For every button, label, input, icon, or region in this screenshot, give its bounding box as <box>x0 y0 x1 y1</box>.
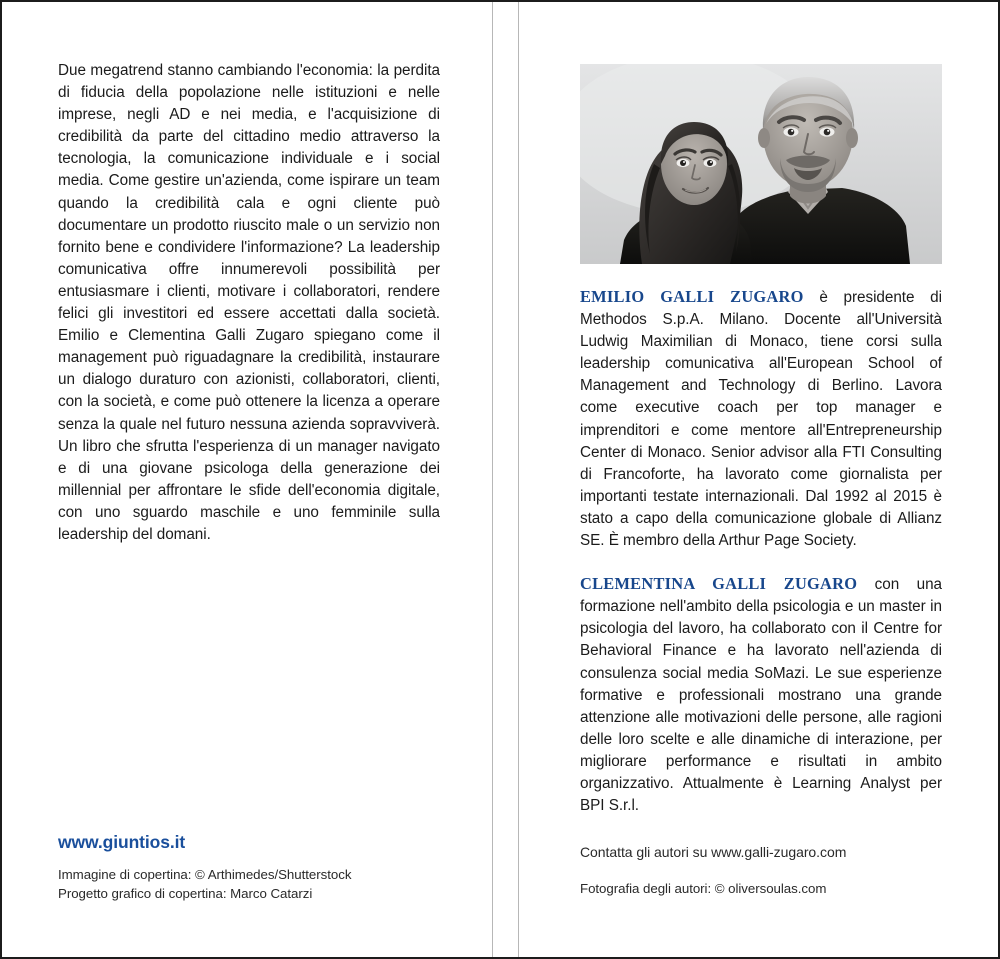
authors-photograph <box>580 64 942 264</box>
publisher-website-url[interactable]: www.giuntios.it <box>58 832 186 852</box>
bio-clementina <box>580 573 942 817</box>
authors-photo-illustration <box>580 64 942 264</box>
left-flap-column <box>58 60 440 546</box>
book-blurb-text: Due megatrend stanno cambiando l'economia: la perdita di fiducia della popolazione nelle istituzioni e nelle imprese, negli AD e nei media, e l'acquisizione di credibilità da parte del cittadino medio attraverso la tecnologia, la comunicazione individuale e i social media. Come gestire un'azienda, come ispirare un team quando la credibilità cala e ogni cliente può documentare un prodotto riuscito male o un servizio non fornito bene e condividere l'informazione? La leadership comunicativa offre innumerevoli possibilità per entusiasmare i clienti, motivare i collaboratori, rendere felici gli investitori ed essere accettati dalla società. Emilio e Clementina Galli Zugaro spiegano come il management può riguadagnare la credibilità, instaurare un dialogo duraturo con azionisti, collaboratori, clienti, con la società, e come può ottenere la licenza a operare senza la quale nel futuro nessuna azienda sopravviverà. Un libro che sfrutta l'esperienza di un manager navigato e di una giovane psicologa della generazione dei millennial per affrontare le sfide dell'economia digitale, con uno sguardo maschile e uno femminile sulla leadership del domani. <box>58 62 440 543</box>
bio-emilio <box>580 286 942 552</box>
right-flap-column <box>580 286 942 862</box>
authors-contact-line[interactable]: Contatta gli autori su www.galli-zugaro.com <box>580 844 847 861</box>
cover-image-credit: Immagine di copertina: © Arthimedes/Shutterstock <box>58 867 352 882</box>
bio-emilio-name: EMILIO GALLI ZUGARO <box>580 287 804 306</box>
bio-clementina-name: CLEMENTINA GALLI ZUGARO <box>580 574 858 594</box>
photograph-credit: Fotografia degli autori: © oliversoulas.com <box>580 881 827 896</box>
bio-emilio-text: è presidente di Methodos S.p.A. Milano. Docente all'Università Ludwig Maximilian di Monaco, tiene corsi sulla leadership comunicativa all'European School of Management and Technology di Berlino. Lavora come executive coach per top manager e imprenditori e come mentore all'Entrepreneurship Center di Monaco. Senior advisor alla FTI Consulting di Francoforte, ha lavorato come giornalista per importanti testate internazionali. Dal 1992 al 2015 è stato a capo della comunicazione globale di Allianz SE. È membro della Arthur Page Society. <box>580 289 942 550</box>
fold-line-left <box>492 2 493 957</box>
cover-credits <box>58 866 351 903</box>
bio-clementina-text: con una formazione nell'ambito della psicologia e un master in psicologia del lavoro, ha collaborato con il Centre for Behavioral Finance e ha lavorato nell'azienda di consulenza social media SoMazi. Le sue esperienze formative e professionali mostrano una grande attenzione alle motivazioni delle persone, alle ragioni delle loro scelte e alle dinamiche di interazione, per migliorare performance e risultati in ambito organizzativo. Attualmente è Learning Analyst per BPI S.r.l. <box>580 576 942 815</box>
cover-design-credit: Progetto grafico di copertina: Marco Catarzi <box>58 885 313 901</box>
fold-line-right <box>518 2 519 957</box>
